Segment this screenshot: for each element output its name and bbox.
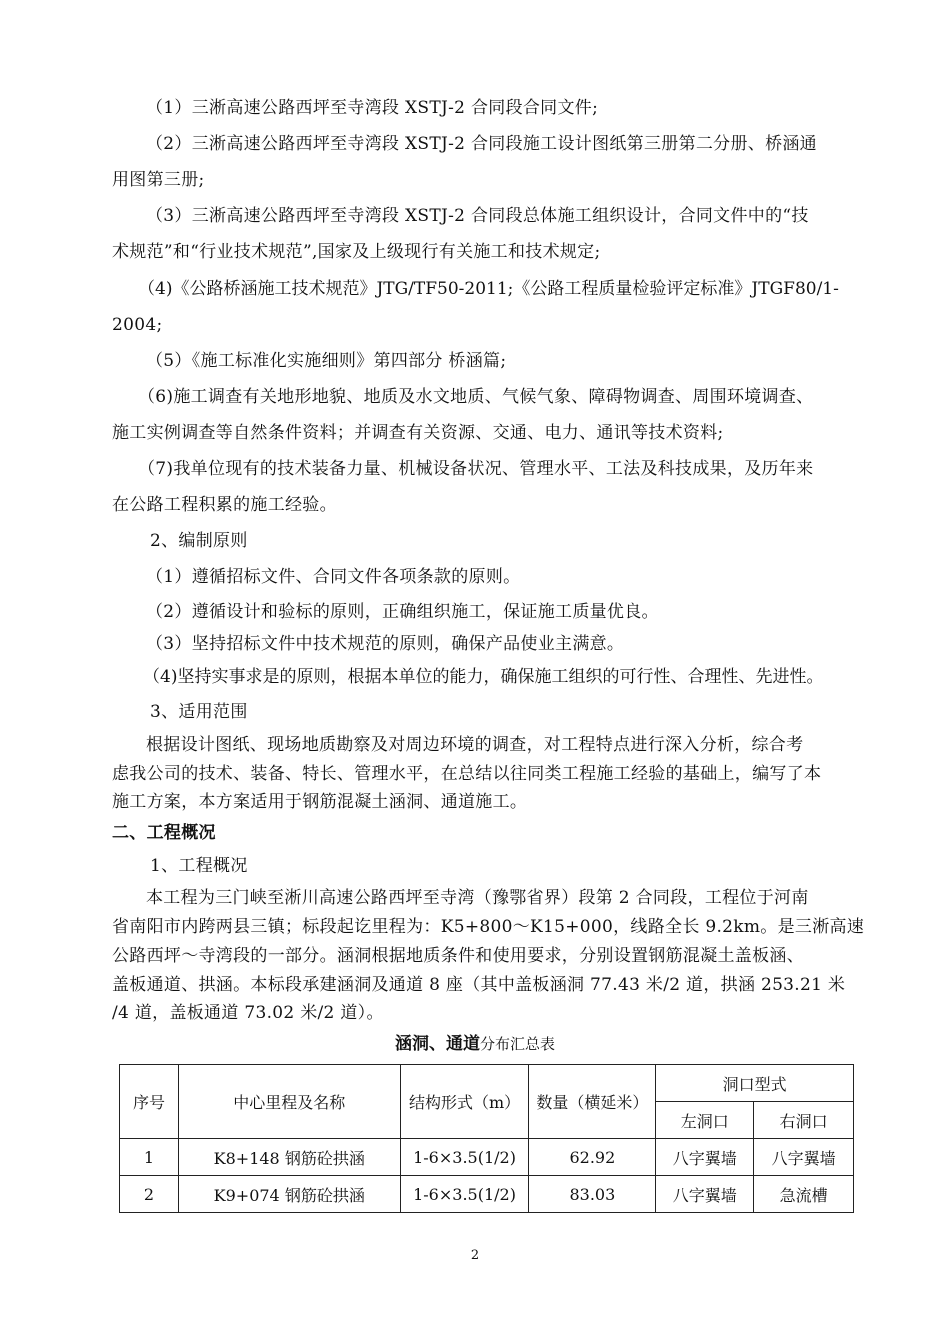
overview-line-5: /4 道，盖板通道 73.02 米/2 道）。 bbox=[112, 1003, 384, 1023]
basis-item-6: （6)施工调查有关地形地貌、地质及水文地质、气候气象、障碍物调查、周围环境调查、 bbox=[138, 387, 814, 407]
cell-left-portal: 八字翼墙 bbox=[656, 1176, 754, 1213]
table-caption bbox=[0, 1032, 950, 1056]
basis-item-5: （5）《施工标准化实施细则》第四部分 桥涵篇; bbox=[146, 351, 507, 371]
cell-right-portal: 八字翼墙 bbox=[754, 1139, 854, 1176]
cell-index: 2 bbox=[120, 1176, 179, 1213]
cell-quantity: 83.03 bbox=[529, 1176, 656, 1213]
header-right-portal: 右洞口 bbox=[754, 1102, 854, 1139]
cell-index: 1 bbox=[120, 1139, 179, 1176]
overview-line-4: 盖板通道、拱涵。本标段承建涵洞及通道 8 座（其中盖板涵洞 77.43 米/2 道，拱涵 253.21 米 bbox=[112, 975, 846, 995]
basis-item-7: （7)我单位现有的技术装备力量、机械设备状况、管理水平、工法及科技成果，及历年来 bbox=[138, 459, 814, 479]
table-row bbox=[120, 1139, 854, 1176]
header-portal: 洞口型式 bbox=[656, 1065, 854, 1102]
basis-item-2-cont: 用图第三册; bbox=[112, 170, 205, 190]
culvert-summary-table bbox=[119, 1064, 854, 1213]
header-left-portal: 左洞口 bbox=[656, 1102, 754, 1139]
table-header-row bbox=[120, 1065, 854, 1102]
principle-item-2: （2）遵循设计和验标的原则，正确组织施工，保证施工质量优良。 bbox=[146, 602, 659, 622]
scope-line-2: 虑我公司的技术、装备、特长、管理水平，在总结以往同类工程施工经验的基础上，编写了本 bbox=[112, 764, 822, 784]
overview-line-3: 公路西坪～寺湾段的一部分。涵洞根据地质条件和使用要求，分别设置钢筋混凝土盖板涵、 bbox=[112, 946, 804, 966]
cell-right-portal: 急流槽 bbox=[754, 1176, 854, 1213]
overview-line-1: 本工程为三门峡至淅川高速公路西坪至寺湾（豫鄂省界）段第 2 合同段，工程位于河南 bbox=[146, 888, 809, 908]
header-index: 序号 bbox=[120, 1065, 179, 1139]
overview-line-2: 省南阳市内跨两县三镇；标段起讫里程为：K5+800～K15+000，线路全长 9.2km。是三淅高速 bbox=[112, 917, 865, 937]
basis-item-4: （4)《公路桥涵施工技术规范》JTG/TF50-2011;《公路工程质量检验评定标准》JTGF80/1- bbox=[138, 279, 839, 299]
cell-left-portal: 八字翼墙 bbox=[656, 1139, 754, 1176]
basis-item-4-cont: 2004; bbox=[112, 315, 163, 335]
scope-line-1: 根据设计图纸、现场地质勘察及对周边环境的调查，对工程特点进行深入分析，综合考 bbox=[146, 735, 804, 755]
principle-item-4: （4)坚持实事求是的原则，根据本单位的能力，确保施工组织的可行性、合理性、先进性。 bbox=[143, 667, 824, 687]
cell-quantity: 62.92 bbox=[529, 1139, 656, 1176]
principle-item-3: （3）坚持招标文件中技术规范的原则，确保产品使业主满意。 bbox=[146, 634, 625, 654]
cell-structure: 1-6×3.5(1/2) bbox=[400, 1139, 529, 1176]
table-row bbox=[120, 1176, 854, 1213]
cell-name: K8+148 钢筋砼拱涵 bbox=[178, 1139, 400, 1176]
principle-item-1: （1）遵循招标文件、合同文件各项条款的原则。 bbox=[146, 567, 521, 587]
scope-line-3: 施工方案，本方案适用于钢筋混凝土涵洞、通道施工。 bbox=[112, 792, 528, 812]
cell-name: K9+074 钢筋砼拱涵 bbox=[178, 1176, 400, 1213]
basis-item-7-cont: 在公路工程积累的施工经验。 bbox=[112, 495, 337, 515]
table-caption-bold: 涵洞、通道 bbox=[394, 1034, 480, 1054]
cell-structure: 1-6×3.5(1/2) bbox=[400, 1176, 529, 1213]
header-name: 中心里程及名称 bbox=[178, 1065, 400, 1139]
overview-subtitle: 1、工程概况 bbox=[150, 856, 248, 876]
principles-title: 2、编制原则 bbox=[150, 531, 248, 551]
table-caption-rest: 分布汇总表 bbox=[479, 1035, 555, 1053]
basis-item-1: （1）三淅高速公路西坪至寺湾段 XSTJ-2 合同段合同文件; bbox=[146, 98, 599, 118]
page-number: 2 bbox=[470, 1248, 480, 1263]
header-structure: 结构形式（m） bbox=[400, 1065, 529, 1139]
basis-item-3: （3）三淅高速公路西坪至寺湾段 XSTJ-2 合同段总体施工组织设计，合同文件中的“技 bbox=[146, 206, 809, 226]
header-quantity: 数量（横延米） bbox=[529, 1065, 656, 1139]
basis-item-6-cont: 施工实例调查等自然条件资料；并调查有关资源、交通、电力、通讯等技术资料; bbox=[112, 423, 724, 443]
scope-title: 3、适用范围 bbox=[150, 702, 248, 722]
basis-item-2: （2）三淅高速公路西坪至寺湾段 XSTJ-2 合同段施工设计图纸第三册第二分册、桥涵通 bbox=[146, 134, 817, 154]
section-heading: 二、工程概况 bbox=[112, 823, 216, 843]
basis-item-3-cont: 术规范”和“行业技术规范”,国家及上级现行有关施工和技术规定; bbox=[112, 242, 601, 262]
